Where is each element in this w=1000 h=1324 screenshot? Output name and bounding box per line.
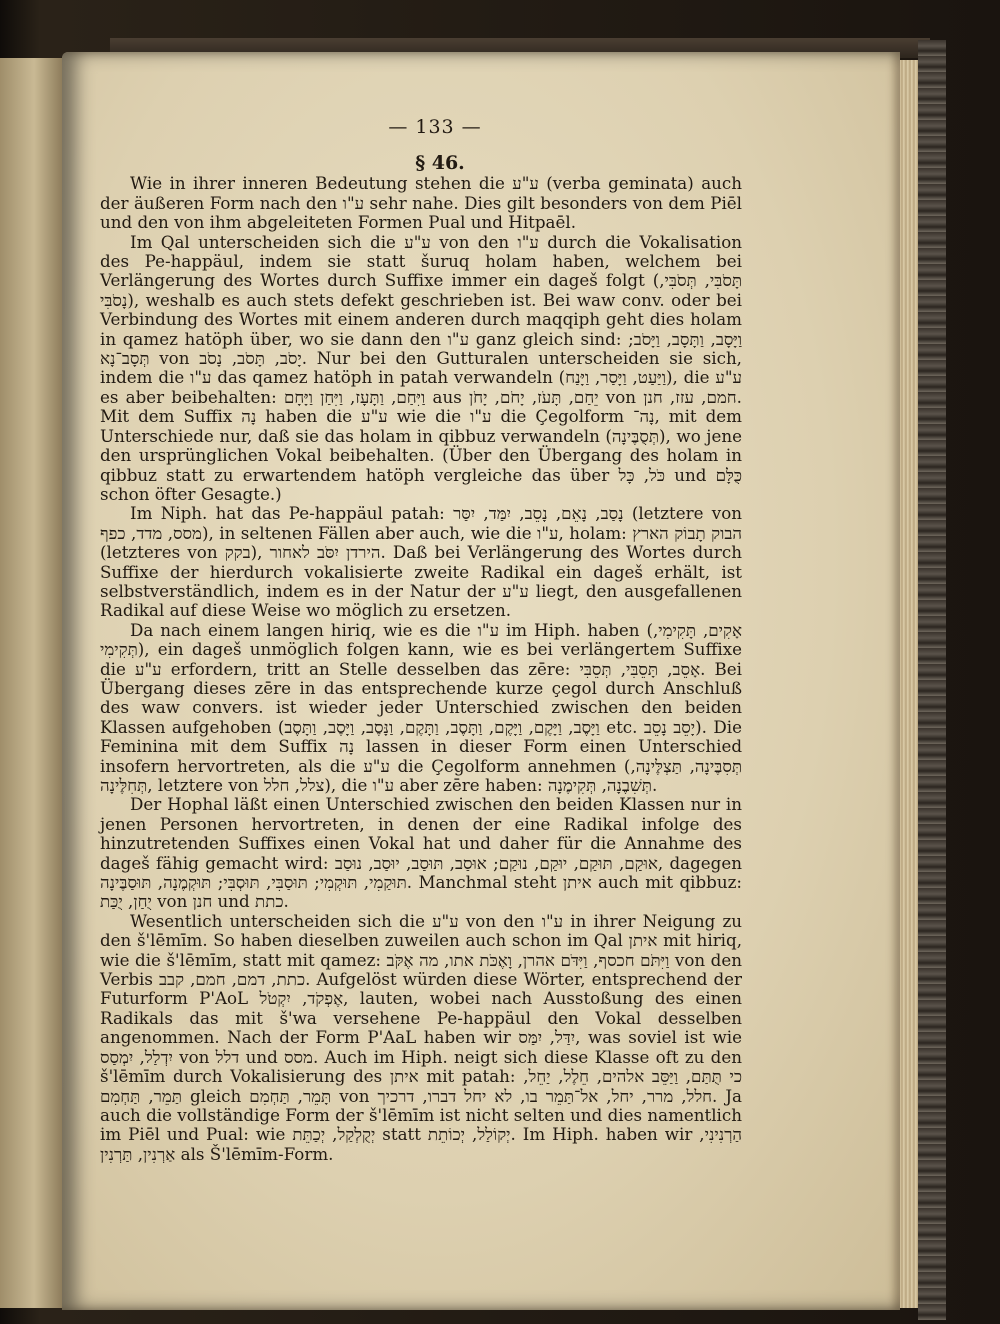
paragraph-4: Da nach einem langen hiriq, wie es die ע"ו im Hiph. haben (אָקִים, תָּקִימִי, תְּקִימִי), ein dageš unmöglich folgen kann, wie es bei verlängertem Suffixe die ע"ע erfordern, tritt an Stelle desselben das zēre: אָסֵב, תָּסֵבִּי, תְּסֵבִּי. Bei Übergang dieses zēre in das entsprechende kurze çegol durch Anschluß des waw convers. ist wieder jeder Unterschied zwischen den beiden Klassen aufgehoben (וַיָּסֶב, וַיָּקֶם, וַיָּקֶם, וַתָּסֶב, וַתָּקֶם, וַנָּסֶב, וַיָּסֶב, וַתָּסֶב etc. יָסֵב נָסֵב). Die Feminina mit dem Suffix נָה lassen in dieser Form einen Unterschied insofern hervortreten, als die ע"ע die Çegolform annehmen (תְּסִבֶּינָה, תַּצְלֶּינָה, תְּחִלֶּינָה, letztere von צלל, חלל), die ע"ו aber zēre haben: תְּשִׁבֶנָה, תְּקִימֶנָה.	[100, 619, 743, 795]
paragraph-5: Der Hophal läßt einen Unterschied zwischen den beiden Klassen nur in jenen Personen hervortreten, in denen der eine Radikal infolge des hinzutretenden Suffixes einen Vokal hat und daher für die Annahme des dageš fähig gemacht wird: אוּקַם, תּוּקַם, יוּקַם, נוּקַם; אוּסַב, תּוּסַב, יוּסַב, נוּסַב, dagegen תּוּקַמִי, תּוּקְמִי; תּוּסַבִּי, תּוּסְבִּי; תּוּקְמֶנָה, תּוּסַבֶּינָה. Manchmal steht איתן auch mit qibbuz: יֻחַן, יֻכַּת von חנן und כתת.	[100, 794, 742, 912]
page-text	[100, 118, 742, 1164]
paragraph-2: Im Qal unterscheiden sich die ע"ע von den ע"ו durch die Vokalisation des Pe-happäul, indem sie statt šuruq holam haben, welchem bei Verlängerung des Wortes durch Suffixe immer ein dageš folgt (תָּסֹבִּי, תְּסֹבִּי, נָסֹבִּי), weshalb es auch stets defekt geschrieben ist. Bei waw conv. oder bei Verbindung des Wortes mit einem anderen durch maqqiph geht dies holam in qamez hatöph über, wo sie dann den ע"ו ganz gleich sind: וַיָּסָב, וַתָּסָב, וַיָּסֹב; תְּסָב־נָא von יָסֹב, תָּסֹב, נָסֹב. Nur bei den Gutturalen unterscheiden sie sich, indem die ע"ו das qamez hatöph in patah verwandeln (וַיַּעַט, וַיָּסַר, וַיָּנַח), die ע"ע es aber beibehalten: וַיִּחַם, וַתָּעָז, וַיִּחַן וַיָּחָם aus יֵחַם, תָּעֹז, יָחֹם, יָחֹן von חמם, עזז, חנן. Mit dem Suffix נָה haben die ע"ע wie die ע"ו die Çegolform נָה־, mit dem Unterschiede nur, daß sie das holam in qibbuz verwandeln (תְּסֻבֶּינָה), wo jene den ursprünglichen Vokal beibehalten. (Über den Übergang des holam in qibbuz statt zu erwartendem hatöph vergleiche das über כֹּל, כָּל und כֻּלָּם schon öfter Gesagte.)	[100, 231, 743, 504]
book-binding	[918, 40, 946, 1320]
left-page-edge	[0, 58, 65, 1308]
paragraph-6: Wesentlich unterscheiden sich die ע"ע von den ע"ו in ihrer Neigung zu den š'lēmīm. So haben dieselben zuweilen auch schon im Qal איתן mit hiriq, wie die š'lēmīm, statt mit qamez: וַיִּתֹּם חכסף, וַיִּדֹּם אהרן, וָאֶכֹּת אתו, מה אֶקֹּב von den Verbis כתת, דמם, חמם, קבב. Aufgelöst würden diese Wörter, entsprechend der Futurform P'AoL אֶפְקֹד, יִקְטֹל, lauten, wobei nach Ausstoßung des einen Radikals das mit š'wa versehene Pe-happäul den Vokal desselben angenommen. Nach der Form P'AaL haben wir יִדַּל, יִמַּס, was soviel ist wie יִדְלַל, יִמְסַס von דלל und מסס. Auch im Hiph. neigt sich diese Klasse oft zu den š'lēmīm durch Vokalisierung des איתן mit patah: כי תֻּתַּם, וַיַּסֵּב אלהים, חֵלֶל, יַחֵל, תַּמֵר, תַּחְמִם gleich תָּמֵר, תַּחְמִם von חלל, מרר, יחל, אל־תַּמֵר בו, לא יחל דברו, דרכיך. Ja auch die vollständige Form der š'lēmīm ist nicht selten und dies namentlich im Piēl und Pual: wie יְקֻלְקַל, יְכַתֵּת statt יְקוֹלַל, יְכוֹתֵת. Im Hiph. haben wir הַרְנִינִי, אַרְנִין, תַּרְנִין als Š'lēmīm-Form.	[100, 910, 743, 1164]
paragraph-3: Im Niph. hat das Pe-happäul patah: נָסַב, נָאֵם, נָסֵב, יִמַּד, יִסַּר (letztere von מסס, מדד, כפף), in seltenen Fällen aber auch, wie die ע"ו, holam: הבוק תָבוֹק הארץ (letzteres von בקק), הירדן יִסֹּב לאחור. Daß bei Verlängerung des Wortes durch Suffixe der hierdurch vokalisierte zweite Radikal ein dageš erhält, ist selbstverständlich, indem es in der Natur der ע"ע liegt, den ausgefallenen Radikal auf diese Weise wo möglich zu ersetzen.	[100, 503, 742, 621]
page-number: — 133 —	[388, 116, 482, 138]
section-heading: § 46.	[415, 152, 465, 175]
paragraph-1: Wie in ihrer inneren Bedeutung stehen die ע"ע (verba geminata) auch der äußeren Form nach den ע"ו sehr nahe. Dies gilt besonders von dem Piēl und den von ihm abgeleiteten Formen Pual und Hitpaēl.	[100, 173, 742, 233]
